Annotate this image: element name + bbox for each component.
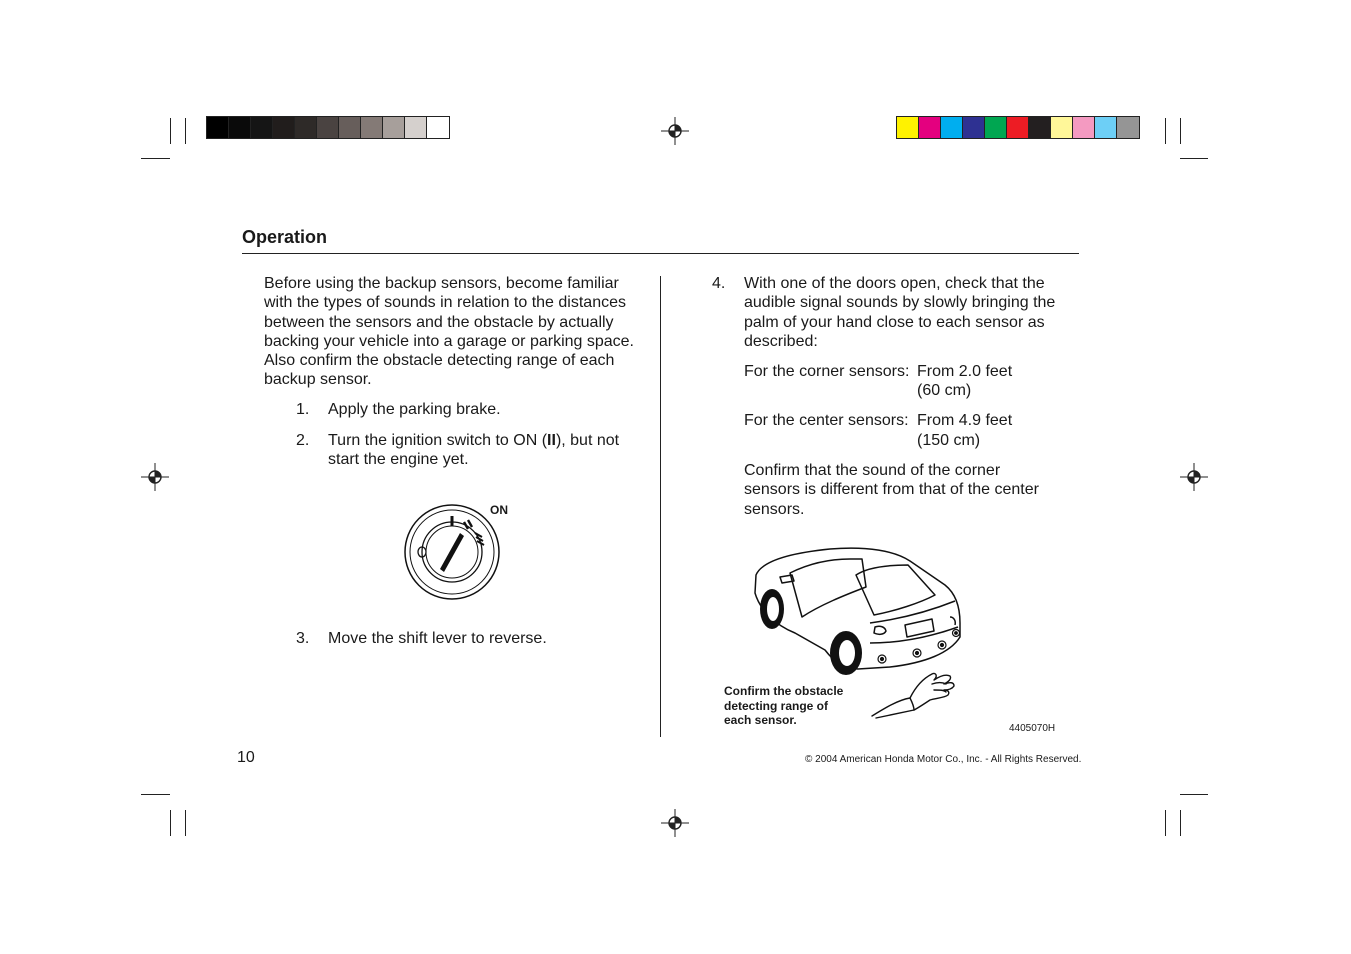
copyright-notice: © 2004 American Honda Motor Co., Inc. - All Rights Reserved. xyxy=(805,754,1082,765)
color-swatch xyxy=(963,117,985,138)
crop-mark xyxy=(1180,118,1181,144)
color-swatch xyxy=(897,117,919,138)
figure-code: 4405070H xyxy=(1009,723,1056,734)
color-swatch xyxy=(273,117,295,138)
center-sensor-metric: (150 cm) xyxy=(917,432,981,449)
crop-mark xyxy=(1180,810,1181,836)
center-sensor-value: From 4.9 feet xyxy=(917,412,1013,429)
color-swatch xyxy=(229,117,251,138)
intro-paragraph: Before using the backup sensors, become familiar with the types of sounds in relation to the distances between the sensors and the obstacle by actually backing your vehicle into a garage or parking space. Also confirm the obstacle detecting range of each backup sensor. xyxy=(264,275,634,389)
step-text-part: ), but not start the engine yet. xyxy=(328,432,620,469)
section-title: Operation xyxy=(242,227,328,247)
color-swatch xyxy=(919,117,941,138)
color-swatch xyxy=(1007,117,1029,138)
color-swatch xyxy=(941,117,963,138)
hand-illustration-icon xyxy=(870,668,960,720)
color-swatch xyxy=(251,117,273,138)
color-swatch xyxy=(427,117,449,138)
registration-target-icon xyxy=(141,463,169,491)
color-swatch xyxy=(207,117,229,138)
color-registration-bar xyxy=(896,116,1140,139)
registration-target-icon xyxy=(661,117,689,145)
header-rule xyxy=(242,253,1079,254)
color-swatch xyxy=(339,117,361,138)
page-number: 10 xyxy=(237,749,255,766)
crop-mark xyxy=(141,794,170,795)
crop-mark xyxy=(170,810,171,836)
corner-sensor-value: From 2.0 feet xyxy=(917,363,1013,380)
step-text: Apply the parking brake. xyxy=(328,401,501,418)
corner-sensor-label: For the corner sensors: xyxy=(744,363,910,380)
figure-caption xyxy=(724,684,864,728)
figure-caption-line: Confirm the obstacle xyxy=(724,684,844,698)
confirm-paragraph: Confirm that the sound of the corner sensors is different from that of the center sensors. xyxy=(744,462,1039,518)
color-swatch xyxy=(295,117,317,138)
color-swatch xyxy=(405,117,427,138)
crop-mark xyxy=(1180,794,1208,795)
crop-mark xyxy=(185,118,186,144)
center-sensor-label: For the center sensors: xyxy=(744,412,909,429)
crop-mark xyxy=(1165,118,1166,144)
registration-target-icon xyxy=(661,809,689,837)
figure-caption-line: each sensor. xyxy=(724,713,797,727)
step-text: With one of the doors open, check that the audible signal sounds by slowly bringing the palm of your hand close to each sensor as described: xyxy=(744,275,1056,350)
crop-mark xyxy=(1180,158,1208,159)
grayscale-registration-bar xyxy=(206,116,450,139)
step-number: 4. xyxy=(712,275,726,292)
step-number: 3. xyxy=(296,630,310,647)
step-text xyxy=(328,431,633,470)
color-swatch xyxy=(985,117,1007,138)
color-swatch xyxy=(1051,117,1073,138)
step-text: Move the shift lever to reverse. xyxy=(328,630,547,647)
column-divider xyxy=(660,276,661,737)
color-swatch xyxy=(1095,117,1117,138)
crop-mark xyxy=(141,158,170,159)
color-swatch xyxy=(383,117,405,138)
step-number: 2. xyxy=(296,432,310,449)
color-swatch xyxy=(317,117,339,138)
color-swatch xyxy=(361,117,383,138)
crop-mark xyxy=(170,118,171,144)
color-swatch xyxy=(1073,117,1095,138)
corner-sensor-metric: (60 cm) xyxy=(917,382,972,399)
step-number: 1. xyxy=(296,401,310,418)
ignition-on-label: ON xyxy=(490,503,508,517)
color-swatch xyxy=(1029,117,1051,138)
car-rear-illustration-icon xyxy=(750,545,965,680)
crop-mark xyxy=(185,810,186,836)
step-text-part: Turn the ignition switch to ON ( xyxy=(328,432,548,449)
ignition-position-label: II xyxy=(547,432,556,449)
figure-caption-line: detecting range of xyxy=(724,698,829,713)
crop-mark xyxy=(1165,810,1166,836)
registration-target-icon xyxy=(1180,463,1208,491)
color-swatch xyxy=(1117,117,1139,138)
